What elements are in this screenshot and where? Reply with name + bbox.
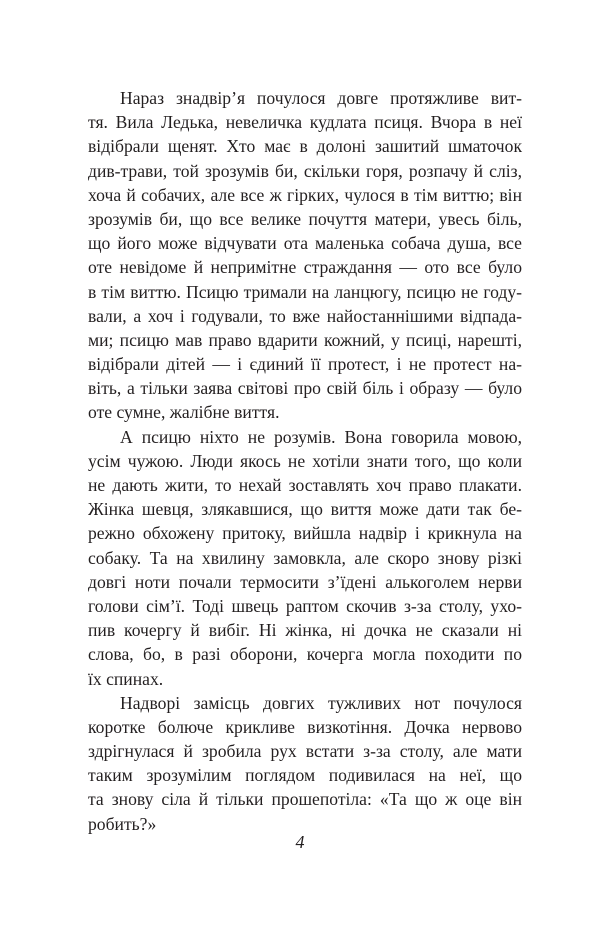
text-line: відібрали дітей — і єдиний її протест, і не протест на- (88, 354, 522, 375)
paragraph-3 (88, 691, 522, 836)
text-line: Жінка шевця, злякавшися, що виття може дати так бе- (88, 499, 522, 520)
text-line: див-трави, той зрозумів би, скільки горя, розпачу й сліз, (88, 160, 522, 181)
paragraph-2 (88, 425, 522, 691)
text-line: голови сім’ї. Тоді швець раптом скочив з-за столу, ухо- (88, 595, 522, 616)
text-line: усім чужою. Люди якось не хотіли знати того, що коли (88, 450, 522, 471)
text-line: тя. Вила Ледька, невеличка кудлата псиця. Вчора в неї (88, 112, 522, 133)
text-line: ми; псицю мав право вдарити кожний, у псиці, нарешті, (88, 329, 522, 350)
text-line: відібрали щенят. Хто має в долоні зашитий шматочок (88, 136, 522, 157)
text-line: їх спинах. (88, 668, 164, 689)
text-line: зрозумів би, що все велике почуття матери, увесь біль, (88, 208, 522, 229)
text-line: що його може відчувати ота маленька собача душа, все (88, 233, 522, 254)
text-line: вали, а хоч і годували, то вже найостаннішими відпада- (88, 305, 522, 326)
text-line: не дають жити, то нехай зоставлять хоч право плакати. (88, 475, 522, 495)
text-line: здрігнулася й зробила рух встати з-за столу, але мати (88, 741, 522, 762)
paragraph-1 (88, 86, 522, 425)
text-line: А псицю ніхто не розумів. Вона говорила мовою, (120, 426, 522, 447)
text-line: оте невідоме й непримітне страждання — ото все було (88, 257, 522, 278)
text-line: собаку. Та на хвилину замовкла, але скоро знову різкі (88, 547, 522, 568)
text-line: пив кочергу й вибіг. Ні жінка, ні дочка не сказали ні (88, 620, 522, 641)
text-line: хоча й собачих, але все ж гірких, чулося в тім виттю; він (88, 184, 522, 205)
text-line: Нараз знадвір’я почулося довге протяжливе вит- (120, 88, 522, 108)
text-line: в тім виттю. Псицю тримали на ланцюгу, псицю не году- (88, 281, 522, 302)
text-line: коротке болюче крикливе визкотіння. Дочка нервово (88, 716, 522, 737)
text-line: робить?» (88, 813, 157, 834)
text-line: режно обхожену притоку, вийшла надвір і крикнула на (88, 523, 522, 544)
page-body (88, 86, 522, 836)
text-line: та знову сіла й тільки прошепотіла: «Та що ж оце він (88, 789, 522, 810)
text-line: Надворі замісць довгих тужливих нот почулося (120, 692, 522, 713)
text-line: довгі ноти почали термосити з’їдені алькоголем нерви (88, 571, 522, 592)
text-line: таким зрозумілим поглядом подивилася на неї, що (88, 765, 522, 786)
text-line: слова, бо, в разі оборони, кочерга могла походити по (88, 644, 522, 665)
page-number: 4 (295, 832, 305, 852)
text-line: оте сумне, жалібне виття. (88, 402, 280, 423)
text-line: віть, а тільки заява світові про свій біль і образу — було (88, 378, 522, 399)
